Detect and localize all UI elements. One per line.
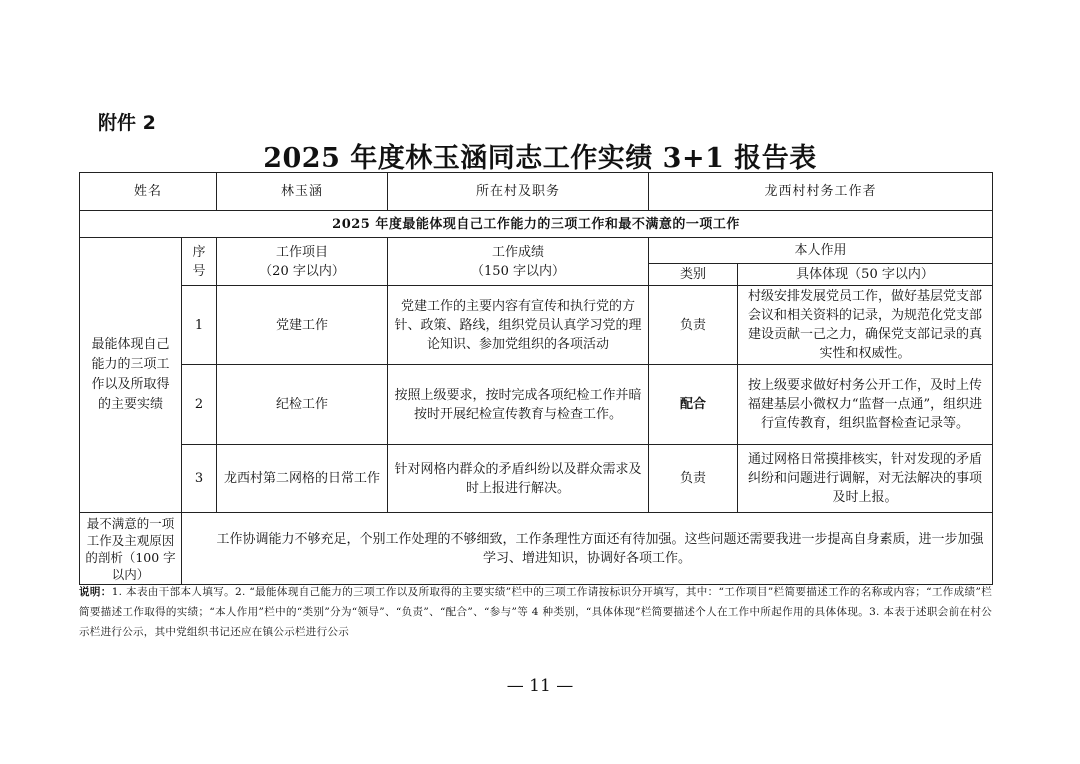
row-result: 针对网格内群众的矛盾纠纷以及群众需求及时上报进行解决。 [388,445,649,513]
row-detail: 通过网格日常摸排核实，针对发现的矛盾纠纷和问题进行调解，对无法解决的事项及时上报。 [738,445,993,513]
dissatisfied-text-body: 工作协调能力不够充足，个别工作处理的不够细致，工作条理性方面还有待加强。这些问题还需要我进一步提高自身素质，进一步加强学习、增进知识，协调好各项工作。 [216,531,984,566]
row-item: 龙西村第二网格的日常工作 [217,445,388,513]
col-item-note: （20 字以内） [259,263,345,279]
row-category: 配合 [649,365,738,445]
row-result: 按照上级要求，按时完成各项纪检工作并暗按时开展纪检宣传教育与检查工作。 [388,365,649,445]
name-value: 林玉涵 [217,173,388,211]
table-row [80,445,993,513]
dissatisfied-row [80,513,993,585]
row-number: 2 [182,365,217,445]
row-number: 1 [182,286,217,365]
col-result-note: （150 字以内） [471,263,565,279]
section-label: 最能体现自己能力的三项工作以及所取得的主要实绩 [80,238,182,513]
notes [79,582,992,642]
row-item: 纪检工作 [217,365,388,445]
info-row [80,173,993,211]
col-role-header: 本人作用 [649,238,993,264]
col-item-header [217,238,388,286]
subtitle-row [80,211,993,238]
page-title: 2025 年度林玉涵同志工作实绩 3+1 报告表 [263,143,817,174]
dissatisfied-label: 最不满意的一项工作及主观原因的剖析（100 字以内） [80,513,182,585]
col-seq-header: 序号 [182,238,217,286]
village-label: 所在村及职务 [388,173,649,211]
notes-lead: 说明： [79,586,112,598]
name-label: 姓名 [80,173,217,211]
table-subtitle: 2025 年度最能体现自己工作能力的三项工作和最不满意的一项工作 [80,211,993,238]
row-detail: 按上级要求做好村务公开工作，及时上传福建基层小微权力“监督一点通”，组织进行宣传教育，组织监督检查记录等。 [738,365,993,445]
page-number: — 11 — [506,676,574,696]
col-detail-header: 具体体现（50 字以内） [738,264,993,286]
row-category: 负责 [649,445,738,513]
col-category-header: 类别 [649,264,738,286]
col-result-title: 工作成绩 [492,244,545,260]
row-result: 党建工作的主要内容有宣传和执行党的方针、政策、路线，组织党员认真学习党的理论知识、参加党组织的各项活动 [388,286,649,365]
table-row [80,365,993,445]
dissatisfied-text [182,513,993,585]
row-detail: 村级安排发展党员工作，做好基层党支部会议和相关资料的记录，为规范化党支部建设贡献一己之力，确保党支部记录的真实性和权威性。 [738,286,993,365]
table-row [80,286,993,365]
col-item-title: 工作项目 [276,244,329,260]
row-number: 3 [182,445,217,513]
column-header-row [80,238,993,264]
row-item: 党建工作 [217,286,388,365]
col-result-header [388,238,649,286]
notes-text: 1. 本表由干部本人填写。2. “最能体现自己能力的三项工作以及所取得的主要实绩”栏中的三项工作请按标识分开填写，其中：“工作项目”栏简要描述工作的名称或内容；“工作成绩”栏简要描述工作取得的实绩；“本人作用”栏中的“类别”分为“领导”、“负责”、“配合”、“参与”等 4 种类别，“具体体现”栏简要描述个人在工作中所起作用的具体体现。3. 本表于述职会前在村公示栏进行公示，其中党组织书记还应在镇公示栏进行公示 [79,586,993,638]
row-category: 负责 [649,286,738,365]
village-value: 龙西村村务工作者 [649,173,993,211]
report-table [79,172,993,585]
attachment-label: 附件 2 [98,112,156,134]
